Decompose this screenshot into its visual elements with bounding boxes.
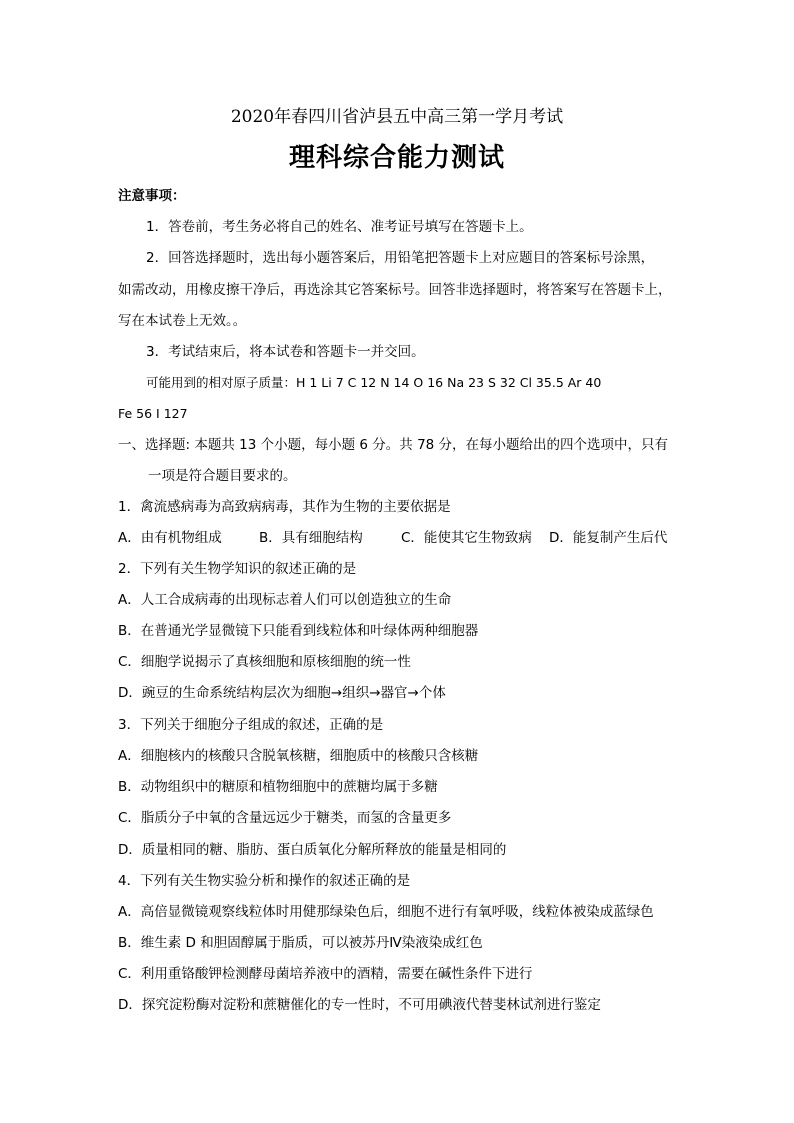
- section-heading-cont: 一项是符合题目要求的。: [148, 468, 297, 484]
- q4-option-d: D．探究淀粉酶对淀粉和蔗糖催化的专一性时，不可用碘液代替斐林试剂进行鉴定: [118, 997, 601, 1013]
- q3-option-c: C．脂质分子中氧的含量远远少于糖类，而氢的含量更多: [118, 810, 452, 826]
- atomic-mass-line-cont: Fe 56 I 127: [118, 406, 188, 421]
- q4-option-b: B．维生素 D 和胆固醇属于脂质，可以被苏丹Ⅳ染液染成红色: [118, 935, 483, 951]
- exam-subtitle: 理科综合能力测试: [288, 143, 505, 173]
- q3-option-b: B．动物组织中的糖原和植物细胞中的蔗糖均属于多糖: [118, 779, 438, 795]
- q2-option-b: B．在普通光学显微镜下只能看到线粒体和叶绿体两种细胞器: [118, 623, 479, 639]
- q4-option-a: A．高倍显微镜观察线粒体时用健那绿染色后，细胞不进行有氧呼吸，线粒体被染成蓝绿色: [118, 904, 654, 920]
- question-3-stem: 3．下列关于细胞分子组成的叙述，正确的是: [118, 717, 384, 733]
- q2-option-c: C．细胞学说揭示了真核细胞和原核细胞的统一性: [118, 654, 411, 670]
- notice-heading: 注意事项：: [118, 188, 186, 204]
- section-heading: 一、选择题: 本题共 13 个小题，每小题 6 分。共 78 分，在每小题给出的四个选项中，只有: [118, 437, 669, 453]
- q3-option-a: A．细胞核内的核酸只含脱氧核糖，细胞质中的核酸只含核糖: [118, 748, 479, 764]
- notice-item-2: 2．回答选择题时，选出每小题答案后，用铅笔把答题卡上对应题目的答案标号涂黑，: [146, 250, 655, 266]
- q1-option-d: D．能复制产生后代: [549, 530, 668, 546]
- notice-item-2-cont: 如需改动，用橡皮擦干净后，再选涂其它答案标号。回答非选择题时，将答案写在答题卡上，: [118, 282, 672, 298]
- notice-item-1: 1．答卷前，考生务必将自己的姓名、准考证号填写在答题卡上。: [146, 219, 533, 235]
- question-4-stem: 4．下列有关生物实验分析和操作的叙述正确的是: [118, 873, 411, 889]
- q4-option-c: C．利用重铬酸钾检测酵母菌培养液中的酒精，需要在碱性条件下进行: [118, 966, 533, 982]
- question-1-options: [118, 528, 678, 548]
- notice-item-3: 3．考试结束后，将本试卷和答题卡一并交回。: [146, 344, 425, 360]
- notice-item-2-end: 写在本试卷上无效。。: [118, 313, 247, 329]
- q1-option-a: A．由有机物组成: [118, 530, 222, 546]
- q3-option-d: D．质量相同的糖、脂肪、蛋白质氧化分解所释放的能量是相同的: [118, 842, 507, 858]
- atomic-mass-line: 可能用到的相对原子质量：H 1 Li 7 C 12 N 14 O 16 Na 23 S 32 Cl 35.5 Ar 40: [146, 375, 602, 390]
- q2-option-a: A．人工合成病毒的出现标志着人们可以创造独立的生命: [118, 592, 452, 608]
- question-2-stem: 2．下列有关生物学知识的叙述正确的是: [118, 561, 357, 577]
- q1-option-b: B．具有细胞结构: [259, 530, 363, 546]
- q1-option-c: C．能使其它生物致病: [401, 530, 532, 546]
- q2-option-d: D．豌豆的生命系统结构层次为细胞→组织→器官→个体: [118, 685, 446, 701]
- question-1-stem: 1．禽流感病毒为高致病病毒，其作为生物的主要依据是: [118, 499, 451, 515]
- exam-title: 2020年春四川省泸县五中高三第一学月考试: [230, 107, 564, 127]
